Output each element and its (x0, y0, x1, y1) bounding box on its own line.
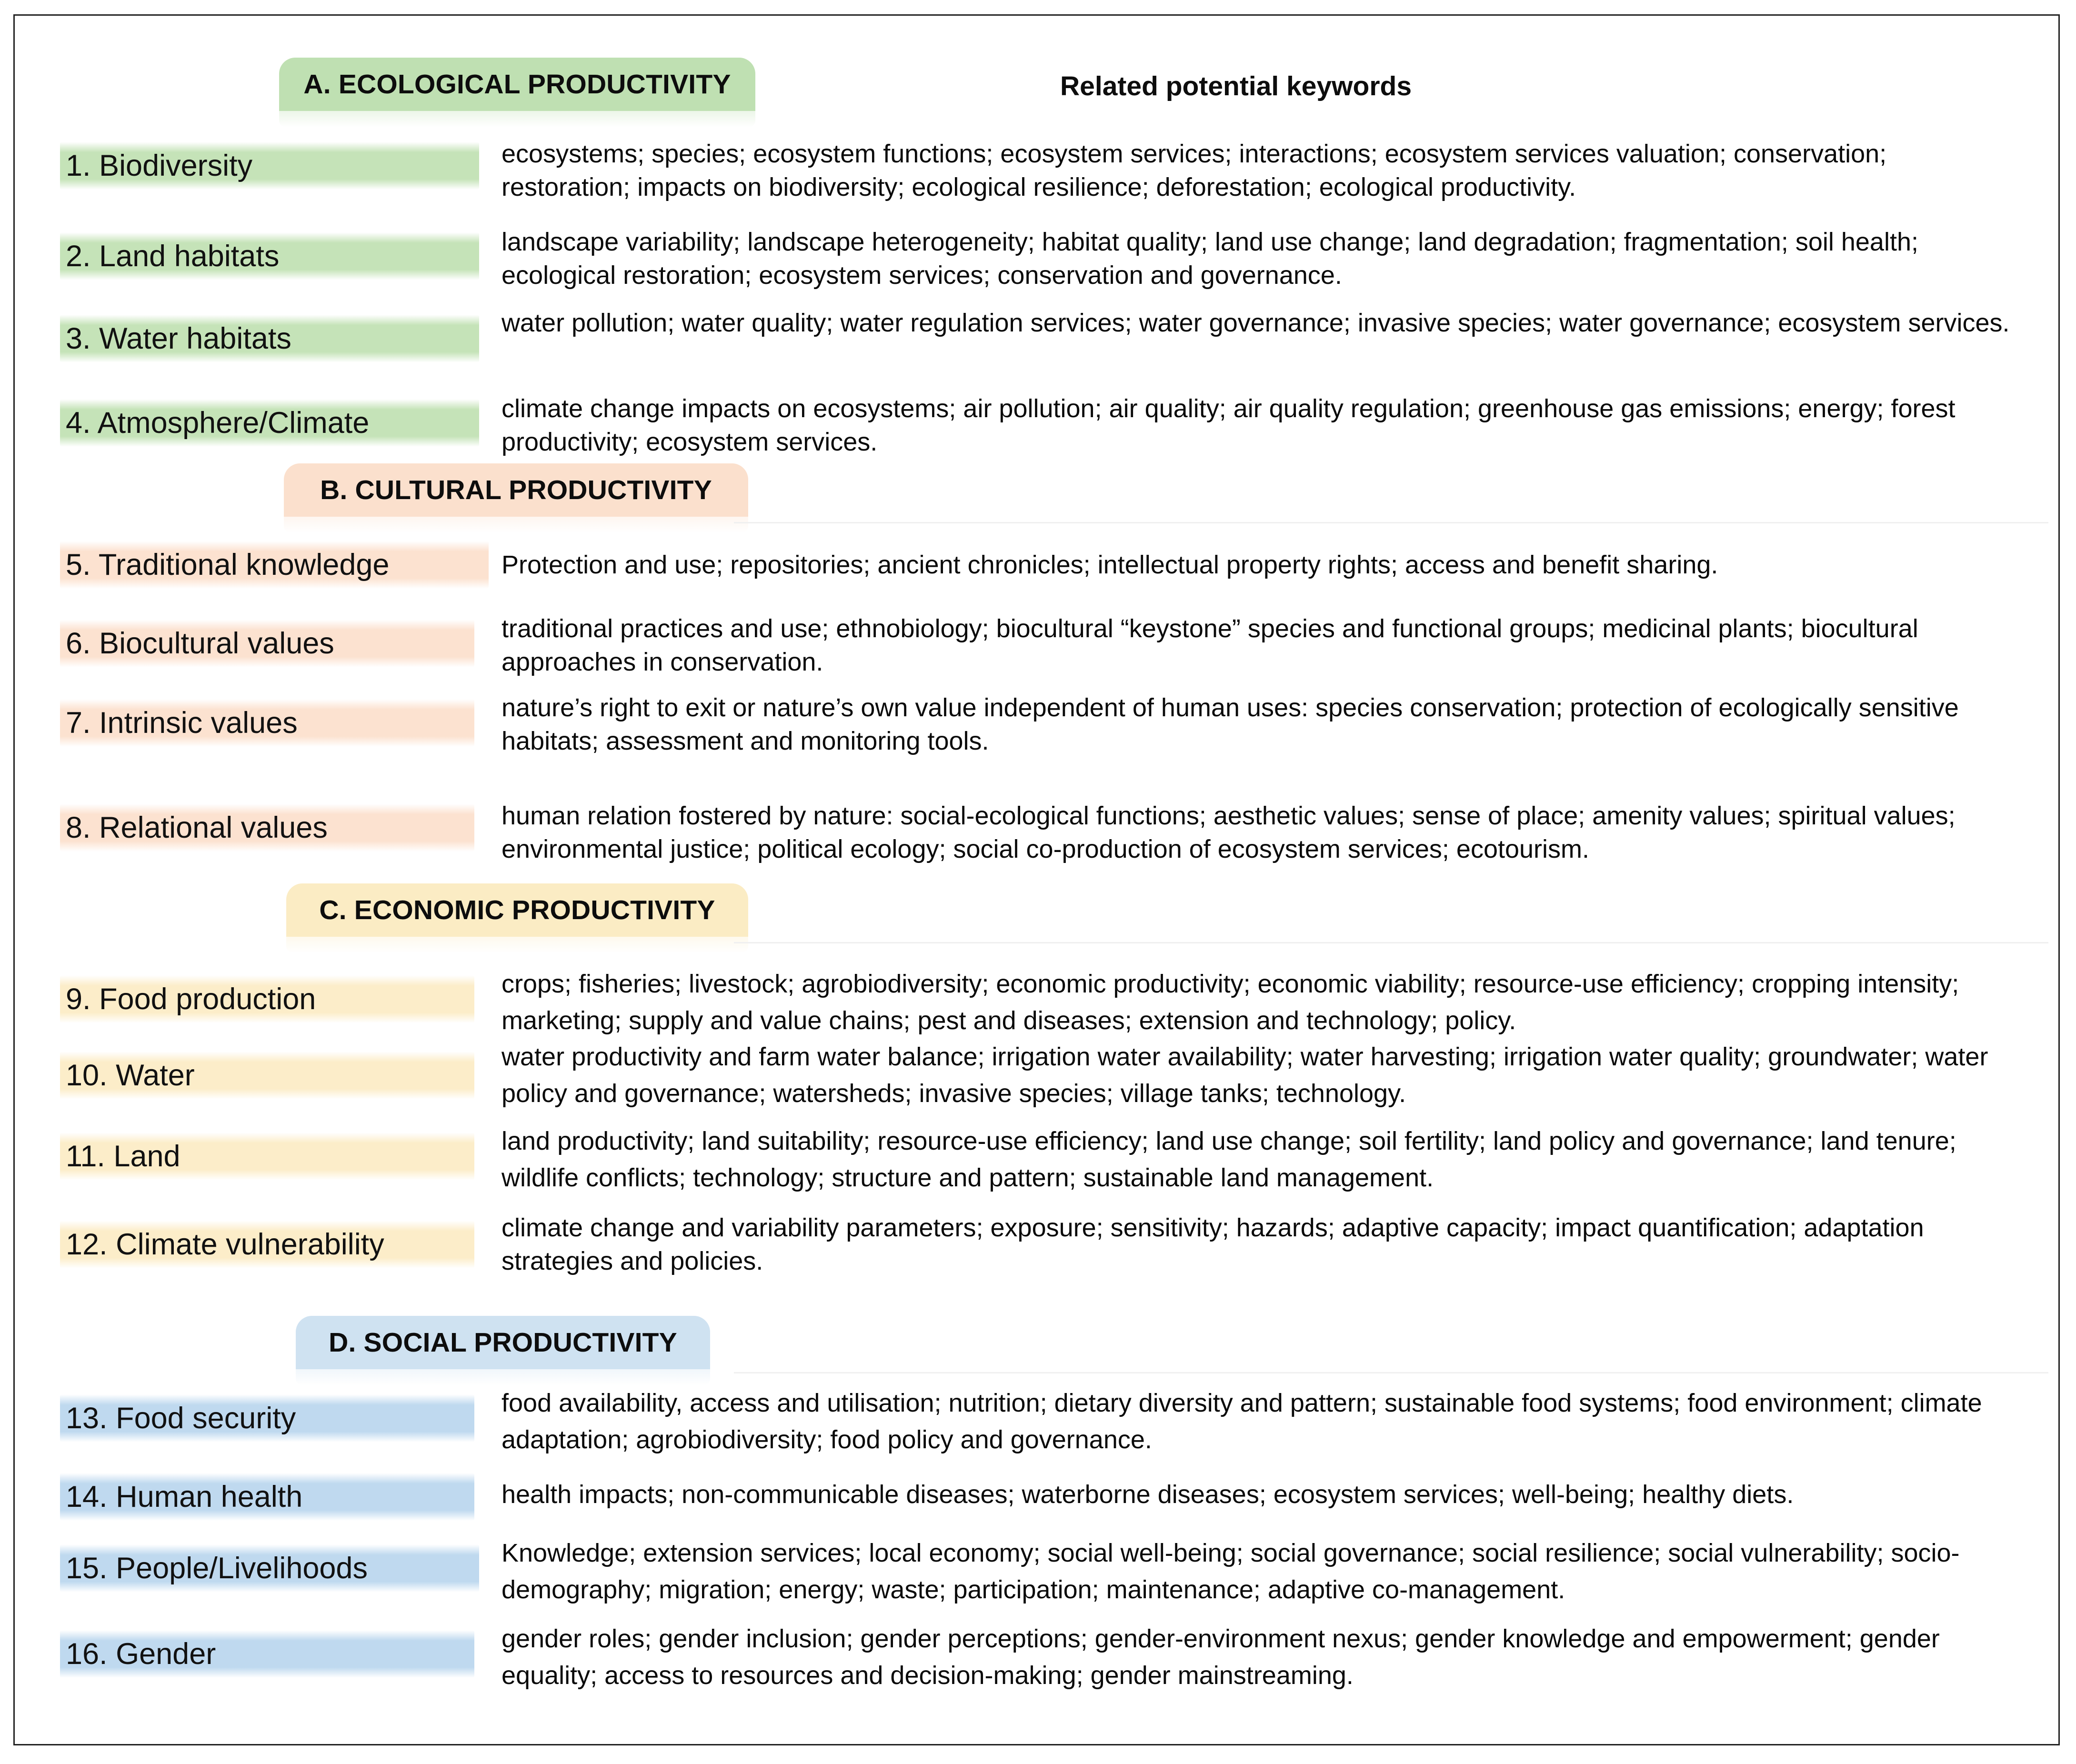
section-banner-social (296, 1316, 710, 1369)
item-label: 3. Water habitats (66, 322, 291, 355)
keywords-12: climate change and variability parameters; exposure; sensitivity; hazards; adaptive capacity; impact quantification; adaptation strategies and policies. (501, 1213, 1924, 1276)
item-chip-15 (60, 1544, 479, 1592)
keywords-11: land productivity; land suitability; resource-use efficiency; land use change; soil fertility; land policy and governance; land tenure; wildlife conflicts; technology; structure and pattern; sustainable land management. (501, 1127, 1956, 1192)
item-label: 4. Atmosphere/Climate (66, 406, 370, 440)
item-label: 10. Water (66, 1059, 195, 1092)
item-chip-1 (60, 142, 479, 190)
keywords-14: health impacts; non-communicable diseases; waterborne diseases; ecosystem services; well-being; healthy diets. (501, 1480, 1794, 1509)
item-chip-4 (60, 399, 479, 447)
keywords-column-header: Related potential keywords (1060, 71, 1412, 101)
item-chip-2 (60, 232, 479, 280)
keywords-13: food availability, access and utilisation; nutrition; dietary diversity and pattern; sustainable food systems; food environment; climate adaptation; agrobiodiversity; food policy and governance. (501, 1389, 1982, 1454)
item-label: 11. Land (66, 1140, 181, 1173)
keywords-3: water pollution; water quality; water regulation services; water governance; invasive species; water governance; ecosystem services. (501, 309, 2010, 337)
section-banner-label: A. ECOLOGICAL PRODUCTIVITY (303, 69, 731, 100)
item-label: 9. Food production (66, 982, 316, 1016)
item-chip-14 (60, 1473, 474, 1521)
keywords-10: water productivity and farm water balance; irrigation water availability; water harvesting; irrigation water quality; groundwater; water policy and governance; watersheds; invasive species; village tanks; technology. (501, 1042, 1988, 1108)
section-banner-label: B. CULTURAL PRODUCTIVITY (320, 475, 712, 505)
banner-reflection (279, 111, 755, 127)
item-label: 14. Human health (66, 1480, 303, 1513)
section-divider-a-b (734, 522, 2048, 523)
item-label: 15. People/Livelihoods (66, 1552, 368, 1585)
keywords-16: gender roles; gender inclusion; gender perceptions; gender-environment nexus; gender knowledge and empowerment; gender equality; access to resources and decision-making; gender mainstreaming. (501, 1624, 1940, 1690)
item-label: 12. Climate vulnerability (66, 1228, 384, 1261)
item-label: 6. Biocultural values (66, 627, 334, 660)
keywords-5: Protection and use; repositories; ancient chronicles; intellectual property rights; access and benefit sharing. (501, 551, 1718, 579)
section-divider-c-d (734, 1372, 2048, 1373)
item-chip-13 (60, 1394, 474, 1442)
item-chip-3 (60, 315, 479, 362)
section-banner-ecological (279, 58, 755, 111)
item-chip-16 (60, 1630, 474, 1678)
keywords-15: Knowledge; extension services; local economy; social well-being; social governance; social resilience; social vulnerability; socio-demography; migration; energy; waste; participation; maintenance; adaptive co-management. (501, 1539, 1960, 1604)
item-chip-10 (60, 1052, 474, 1099)
section-banner-cultural (284, 463, 748, 517)
item-label: 1. Biodiversity (66, 149, 253, 182)
item-chip-11 (60, 1133, 474, 1180)
keywords-1: ecosystems; species; ecosystem functions; ecosystem services; interactions; ecosystem services valuation; conservation; restoration; impacts on biodiversity; ecological resilience; deforestation; ecological productivity. (501, 140, 1887, 202)
keywords-2: landscape variability; landscape heterogeneity; habitat quality; land use change; land degradation; fragmentation; soil health; ecological restoration; ecosystem services; conservation and governance. (501, 228, 1918, 290)
item-label: 2. Land habitats (66, 240, 280, 273)
keywords-8: human relation fostered by nature: social-ecological functions; aesthetic values; sense of place; amenity values; spiritual values; environmental justice; political ecology; social co-production of ecosystem services; ecotourism. (501, 802, 1956, 864)
keywords-6: traditional practices and use; ethnobiology; biocultural “keystone” species and functional groups; medicinal plants; biocultural approaches in conservation. (501, 614, 1918, 677)
section-banner-label: C. ECONOMIC PRODUCTIVITY (319, 895, 715, 925)
keywords-4: climate change impacts on ecosystems; air pollution; air quality; air quality regulation; greenhouse gas emissions; energy; forest productivity; ecosystem services. (501, 394, 1956, 457)
keywords-7: nature’s right to exit or nature’s own value independent of human uses: species conservation; protection of ecologically sensitive habitats; assessment and monitoring tools. (501, 693, 1959, 756)
item-chip-5 (60, 541, 489, 589)
item-label: 8. Relational values (66, 811, 328, 844)
item-label: 7. Intrinsic values (66, 706, 298, 740)
item-chip-8 (60, 804, 474, 852)
item-label: 5. Traditional knowledge (66, 548, 390, 581)
keywords-9: crops; fisheries; livestock; agrobiodiversity; economic productivity; economic viability; resource-use efficiency; cropping intensity; marketing; supply and value chains; pest and diseases; extension and technology; policy. (501, 970, 1959, 1035)
section-banner-economic (286, 883, 748, 937)
item-label: 13. Food security (66, 1402, 296, 1435)
figure-frame (13, 14, 2060, 1745)
banner-reflection (284, 517, 748, 533)
item-chip-12 (60, 1221, 474, 1268)
item-chip-9 (60, 975, 474, 1023)
section-divider-b-c (734, 942, 2048, 943)
item-label: 16. Gender (66, 1637, 216, 1671)
item-chip-6 (60, 620, 474, 667)
section-banner-label: D. SOCIAL PRODUCTIVITY (329, 1327, 677, 1358)
item-chip-7 (60, 699, 474, 747)
banner-reflection (286, 937, 748, 953)
banner-reflection (296, 1369, 710, 1385)
